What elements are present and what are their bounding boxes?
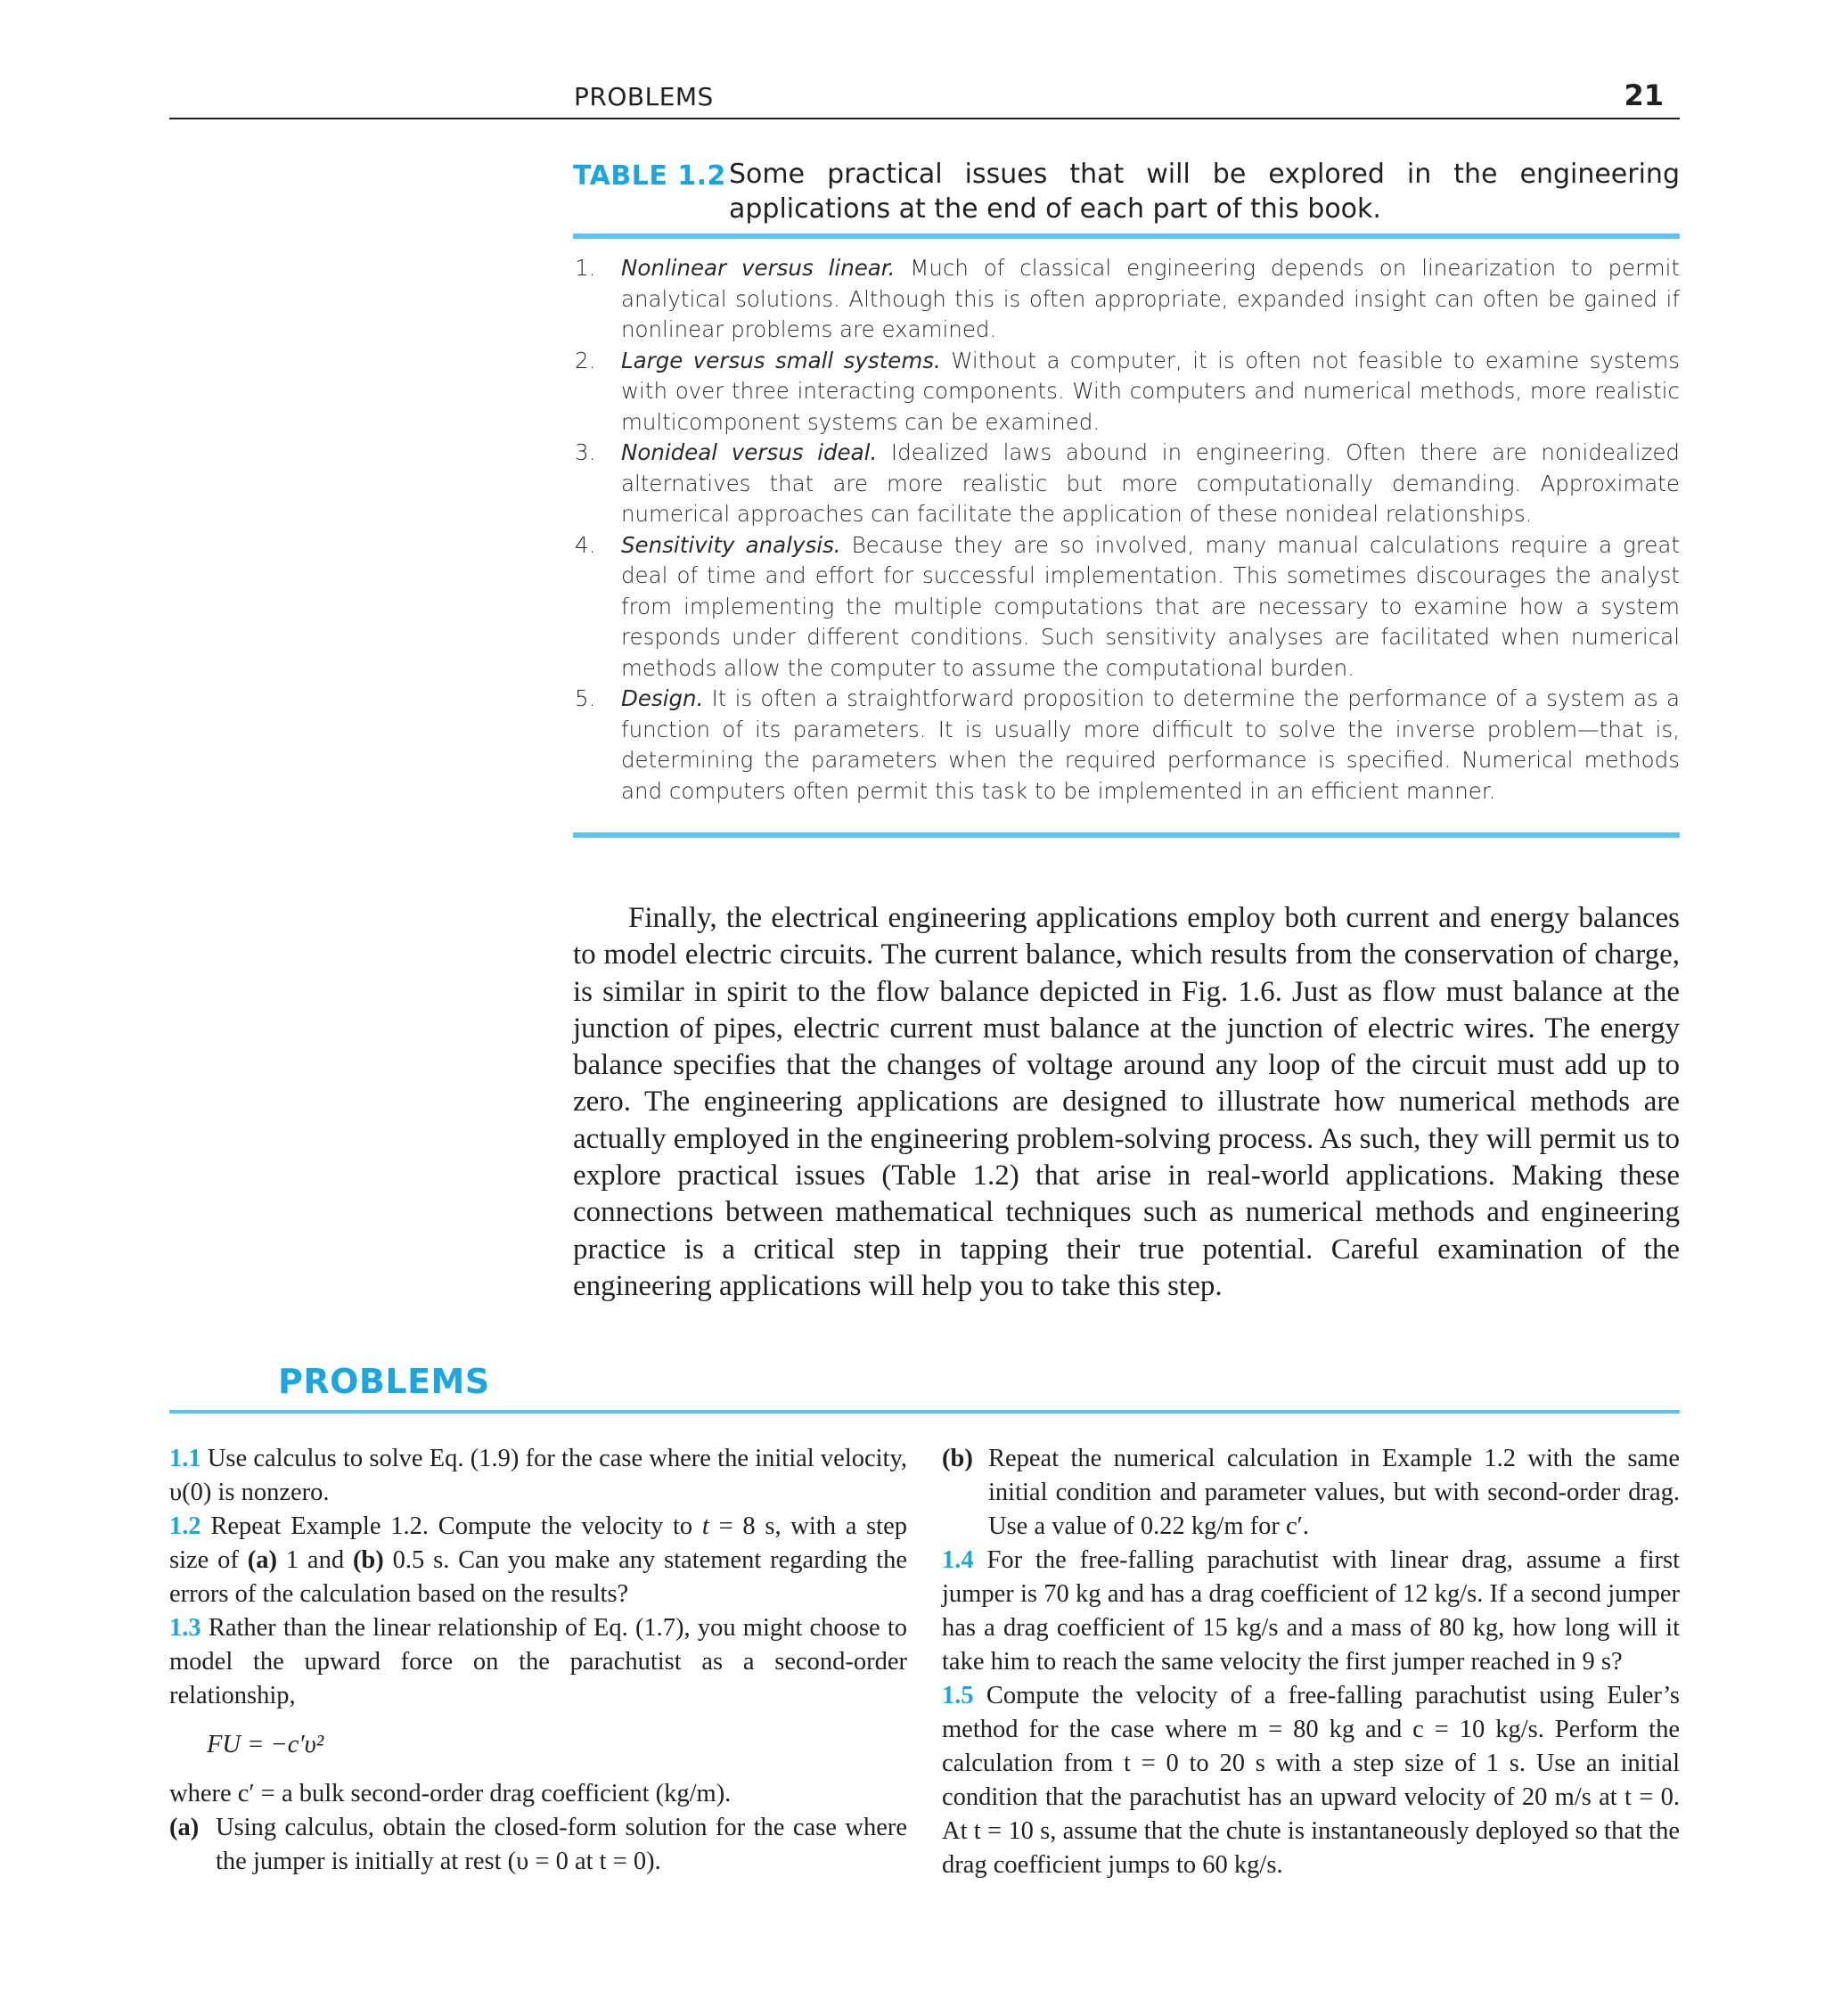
table-item-number: 1. — [575, 255, 596, 281]
problems-rule — [169, 1410, 1680, 1414]
table-item — [573, 684, 1680, 807]
problems-heading: PROBLEMS — [278, 1362, 490, 1401]
table-rule-bottom — [573, 832, 1680, 838]
table-item-title: Large versus small systems. — [621, 347, 941, 373]
problem-text: 0.5 s. Can you make any statement regarding the errors of the calculation based on the results? — [169, 1546, 907, 1608]
problem-1-2 — [169, 1510, 907, 1611]
table-item — [573, 438, 1680, 530]
running-title: PROBLEMS — [574, 82, 714, 111]
problem-number: 1.3 — [169, 1614, 201, 1642]
table-item-title: Sensitivity analysis. — [621, 531, 841, 558]
part-text: Repeat the numerical calculation in Example 1.2 with the same initial condition and parameter values, but with second-order drag. Use a value of 0.22 kg/m for c′. — [988, 1445, 1680, 1540]
part-text: Using calculus, obtain the closed-form solution for the case where the jumper is initially at rest (υ = 0 at t = 0). — [216, 1814, 907, 1875]
table-body — [573, 253, 1680, 807]
page-number: 21 — [1624, 78, 1664, 112]
problems-column-left — [169, 1442, 907, 1879]
body-paragraph: Finally, the electrical engineering applications employ both current and energy balances to model electric circuits. The current balance, which results from the conservation of charge, is similar in spirit to the flow balance depicted in Fig. 1.6. Just as flow must balance at the junction of pipes, electric current must balance at the junction of electric wires. The energy balance specifies that the changes of voltage around any loop of the circuit must add up to zero. The engineering applications are designed to illustrate how numerical methods are actually employed in the engineering problem-solving process. As such, they will permit us to explore practical issues (Table 1.2) that arise in real-world applications. Making these connections between mathematical techniques such as numerical methods and engineering practice is a critical step in tapping their true potential. Careful examination of the engineering applications will help you to take this step. — [573, 902, 1680, 1302]
problem-number: 1.1 — [169, 1445, 201, 1472]
problem-1-3-part-a — [169, 1811, 907, 1879]
part-label: (a) — [247, 1546, 277, 1574]
part-label: (b) — [942, 1445, 973, 1472]
table-item-number: 5. — [575, 685, 596, 711]
problem-text: Rather than the linear relationship of Eq. (1.7), you might choose to model the upward force on the parachutist as a second-order relationship, — [169, 1614, 907, 1709]
table-item-text: Without a computer, it is often not feasible to examine systems with over three interacting components. With computers and numerical methods, more realistic multicomponent systems can be examined. — [621, 347, 1681, 435]
problem-text: For the free-falling parachutist with linear drag, assume a first jumper is 70 kg and has a drag coefficient of 12 kg/s. If a second jumper has a drag coefficient of 15 kg/s and a mass of 80 kg, how long will it take him to reach the same velocity the first jumper reached in 9 s? — [942, 1546, 1680, 1676]
problem-number: 1.4 — [942, 1546, 974, 1574]
equation-text: FU = −c′υ² — [207, 1731, 324, 1758]
problem-1-5 — [942, 1679, 1680, 1882]
table-item-number: 2. — [575, 347, 596, 373]
where-clause: where c′ = a bulk second-order drag coefficient (kg/m). — [169, 1780, 732, 1807]
part-label: (a) — [169, 1814, 200, 1841]
table-caption-text: Some practical issues that will be explored in the engineering applications at the end of each part of this book. — [729, 159, 1680, 225]
table-item-text: Because they are so involved, many manual calculations require a great deal of time and effort for successful implementation. This sometimes discourages the analyst from implementing the multiple computations that are necessary to examine how a system responds under different conditions. Such sensitivity analyses are facilitated when numerical methods allow the computer to assume the computational burden. — [621, 531, 1680, 681]
part-label: (b) — [352, 1546, 384, 1574]
problem-number: 1.5 — [942, 1682, 974, 1709]
problem-text: Repeat Example 1.2. Compute the velocity to — [201, 1512, 702, 1540]
variable-t: t — [701, 1512, 709, 1540]
problem-text: Use calculus to solve Eq. (1.9) for the case where the initial velocity, υ(0) is nonzero. — [169, 1445, 907, 1506]
equation — [207, 1725, 907, 1765]
table-item-title: Design. — [621, 685, 704, 711]
table-item — [573, 253, 1680, 346]
problem-text: = 8 s, with a step size of — [169, 1512, 907, 1574]
table-item-text: Idealized laws abound in engineering. Often there are nonidealized alternatives that are more realistic but more computationally demanding. Approximate numerical approaches can facilitate the application of these nonideal relationships. — [621, 439, 1680, 527]
table-item — [573, 346, 1680, 438]
table-item-title: Nonlinear versus linear. — [621, 255, 896, 281]
table-label: TABLE 1.2 — [573, 160, 726, 192]
problem-1-3-part-b — [942, 1442, 1680, 1544]
table-item-number: 4. — [575, 531, 596, 558]
problems-column-right — [942, 1442, 1680, 1882]
table-item-text: It is often a straightforward proposition to determine the performance of a system as a function of its parameters. It is usually more difficult to solve the inverse problem—that is, determining the parameters when the required performance is specified. Numerical methods and computers often permit this task to be implemented in an efficient manner. — [621, 685, 1680, 804]
table-item-number: 3. — [575, 439, 596, 465]
problem-text: 1 and — [276, 1546, 353, 1574]
problem-number: 1.2 — [169, 1512, 201, 1540]
problem-1-4 — [942, 1544, 1680, 1679]
table-rule-top — [573, 234, 1680, 239]
table-item — [573, 530, 1680, 684]
problem-1-3 — [169, 1611, 907, 1713]
problem-1-1 — [169, 1442, 907, 1510]
table-item-text: Much of classical engineering depends on linearization to permit analytical solutions. Although this is often appropriate, expanded insight can often be gained if nonlinear problems are examined. — [621, 255, 1680, 342]
problem-text: Compute the velocity of a free-falling parachutist using Euler’s method for the case where m = 80 kg and c = 10 kg/s. Perform the calculation from t = 0 to 20 s with a step size of 1 s. Use an initial condition that the parachutist has an upward velocity of 20 m/s at t = 0. At t = 10 s, assume that the chute is instantaneously deployed so that the drag coefficient jumps to 60 kg/s. — [942, 1682, 1680, 1879]
running-head — [169, 78, 1680, 119]
table-item-title: Nonideal versus ideal. — [621, 439, 878, 465]
